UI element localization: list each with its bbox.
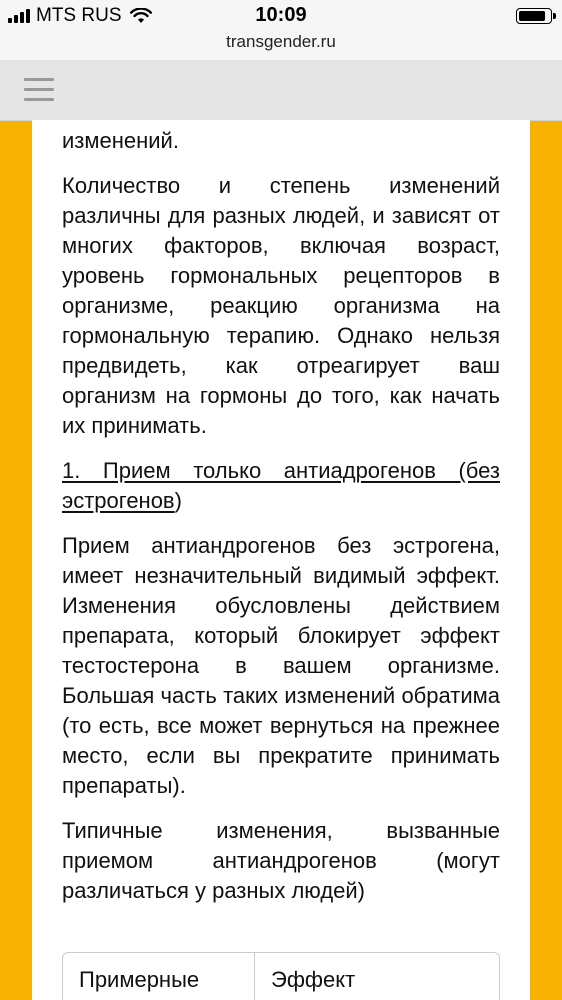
page-url[interactable]: transgender.ru (226, 32, 336, 51)
section-heading-tail: ) (174, 488, 182, 513)
section-link[interactable]: 1. Прием только антиадрогенов (без эстрогенов (62, 458, 500, 513)
article-paragraph: Количество и степень изменений различны для разных людей, и зависят от многих факторов, включая возраст, уровень гормональных рецепторов в организме, реакцию организма на гормональную терапию. Однако нельзя предвидеть, как отреагирует ваш организм на гормоны до того, как начать их принимать. (62, 173, 500, 438)
article-paragraph: Типичные изменения, вызванные приемом антиандрогенов (могут различаться у разных людей) (62, 818, 500, 903)
site-header (0, 60, 562, 121)
clock: 10:09 (255, 4, 307, 26)
article-paragraph: Прием антиандрогенов без эстрогена, имеет незначительный видимый эффект. Изменения обусловлены действием препарата, который блокирует эффект тестостерона в вашем организме. Большая часть таких изменений обратима (то есть, все может вернуться на прежнее место, если вы прекратите принимать препараты). (62, 533, 500, 798)
article-content (32, 120, 530, 1000)
carrier-name: MTS RUS (36, 5, 122, 26)
table-header-cell: Эффект (271, 967, 356, 992)
table-header-cell: Примерные (63, 953, 255, 1000)
battery-level (519, 11, 545, 21)
section-heading (62, 456, 500, 516)
article-paragraph-cut: изменений. (62, 128, 179, 153)
hamburger-menu-icon[interactable] (24, 78, 54, 102)
status-bar (0, 0, 562, 60)
battery-icon (516, 8, 552, 24)
effects-table (62, 952, 500, 1000)
